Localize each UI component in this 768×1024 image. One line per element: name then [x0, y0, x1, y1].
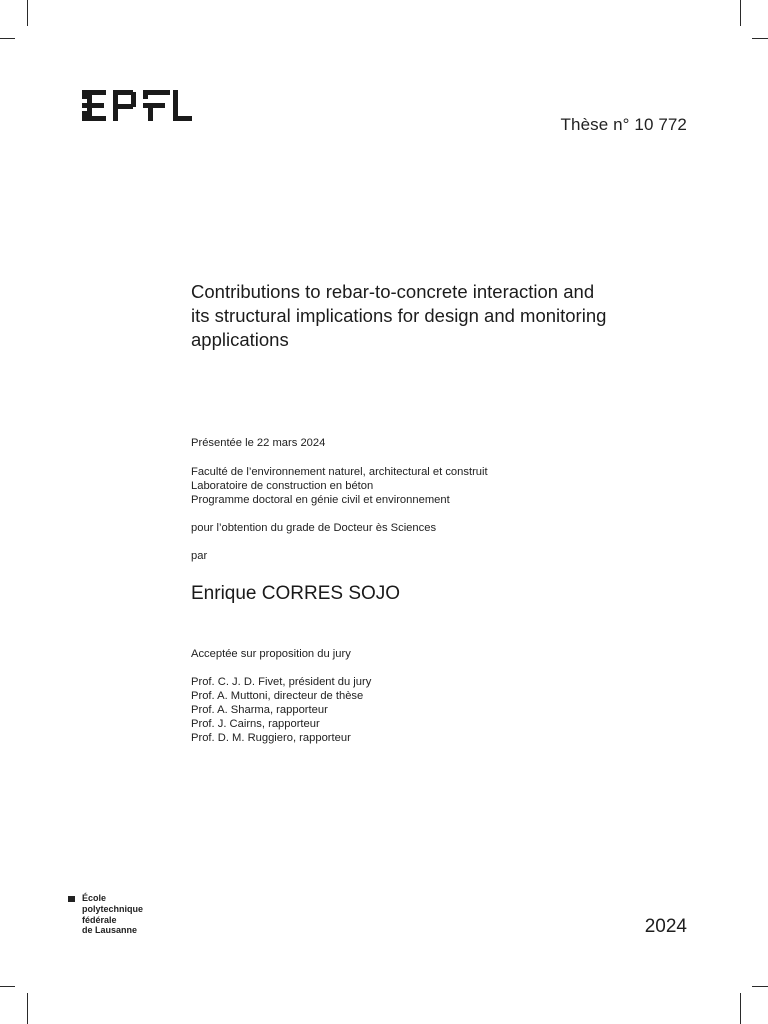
jury-member: Prof. A. Muttoni, directeur de thèse	[191, 690, 364, 702]
jury-member: Prof. A. Sharma, rapporteur	[191, 704, 328, 716]
faculty-line: Faculté de l’environnement naturel, architectural et construit	[191, 466, 488, 478]
crop-mark-bottom-left-horizontal	[0, 986, 15, 987]
laboratory-line: Laboratoire de construction en béton	[191, 480, 374, 492]
jury-member: Prof. J. Cairns, rapporteur	[191, 718, 320, 730]
degree-line	[191, 521, 436, 535]
crop-mark-bottom-right-vertical	[740, 993, 741, 1024]
square-bullet-icon	[68, 896, 75, 902]
crop-mark-bottom-left-vertical	[27, 993, 28, 1024]
program-line: Programme doctoral en génie civil et environnement	[191, 494, 450, 506]
school-line: École	[82, 893, 107, 903]
crop-mark-bottom-right-horizontal	[752, 986, 768, 987]
institution-block	[191, 465, 488, 507]
jury-member: Prof. D. M. Ruggiero, rapporteur	[191, 732, 351, 744]
title-line: Contributions to rebar-to-concrete interaction and	[191, 281, 595, 302]
date-line: Présentée le 22 mars 2024	[191, 437, 326, 449]
by-text: par	[191, 550, 208, 562]
title-line: its structural implications for design and monitoring	[191, 305, 607, 326]
jury-intro-text: Acceptée sur proposition du jury	[191, 648, 351, 660]
author-name: Enrique CORRES SOJO	[191, 583, 401, 604]
school-line: de Lausanne	[82, 925, 138, 936]
crop-mark-top-right-horizontal	[752, 38, 768, 39]
thesis-title	[191, 280, 671, 352]
crop-mark-top-left-horizontal	[0, 38, 15, 39]
school-line: polytechnique	[82, 903, 144, 914]
school-line: fédérale	[82, 914, 117, 925]
epfl-logo	[82, 90, 192, 121]
thesis-number: Thèse n° 10 772	[560, 115, 687, 134]
jury-list	[191, 675, 371, 745]
year: 2024	[644, 916, 687, 937]
crop-mark-top-right-vertical	[740, 0, 741, 26]
jury-intro	[191, 647, 351, 661]
crop-mark-top-left-vertical	[27, 0, 28, 26]
title-line: applications	[191, 329, 289, 350]
presentation-date	[191, 436, 325, 450]
by-line	[191, 549, 207, 563]
degree-text: pour l’obtention du grade de Docteur ès Sciences	[191, 522, 437, 534]
jury-member: Prof. C. J. D. Fivet, président du jury	[191, 676, 372, 688]
